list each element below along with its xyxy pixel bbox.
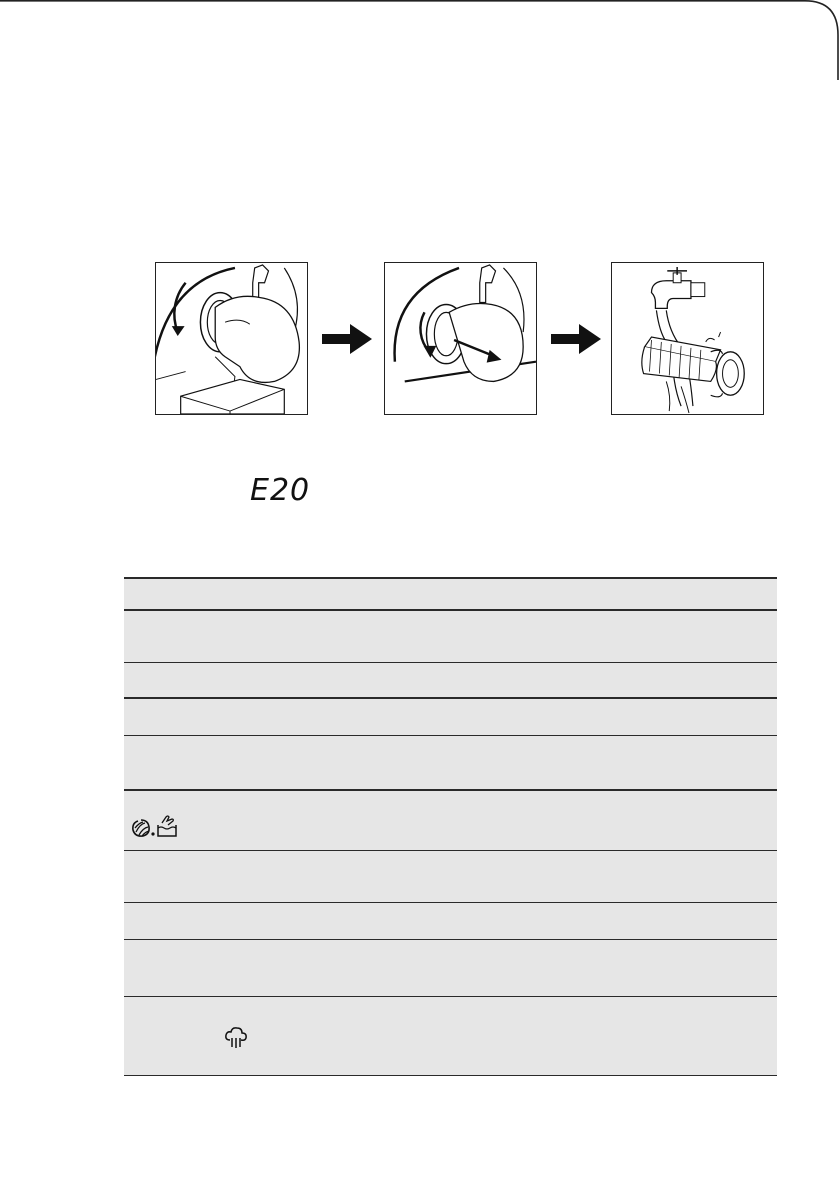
tap-rinse-filter-icon bbox=[612, 263, 763, 414]
table-row bbox=[124, 940, 777, 996]
dot-separator-icon bbox=[151, 832, 155, 836]
step-arrow-icon bbox=[322, 324, 372, 354]
table-row bbox=[124, 903, 777, 939]
illustration-unscrew-filter bbox=[155, 262, 308, 415]
table-row bbox=[124, 997, 777, 1075]
table-row bbox=[124, 663, 777, 697]
step-arrow-icon bbox=[551, 324, 601, 354]
table-row bbox=[124, 579, 777, 609]
steam-icon bbox=[224, 1026, 248, 1050]
hand-wash-icon bbox=[156, 815, 178, 838]
wool-icon bbox=[131, 818, 151, 838]
table-row bbox=[124, 611, 777, 662]
table-row bbox=[124, 699, 777, 735]
table-row bbox=[124, 736, 777, 789]
table-row bbox=[124, 791, 777, 850]
table-row bbox=[124, 851, 777, 902]
hand-turning-filter-icon bbox=[156, 263, 307, 414]
hand-pulling-filter-icon bbox=[385, 263, 536, 414]
illustration-rinse-filter bbox=[611, 262, 764, 415]
table-bottom-rule bbox=[124, 1075, 777, 1076]
page-corner-line bbox=[0, 0, 839, 80]
display-code-e20: E20 bbox=[250, 473, 311, 508]
illustration-pull-filter bbox=[384, 262, 537, 415]
